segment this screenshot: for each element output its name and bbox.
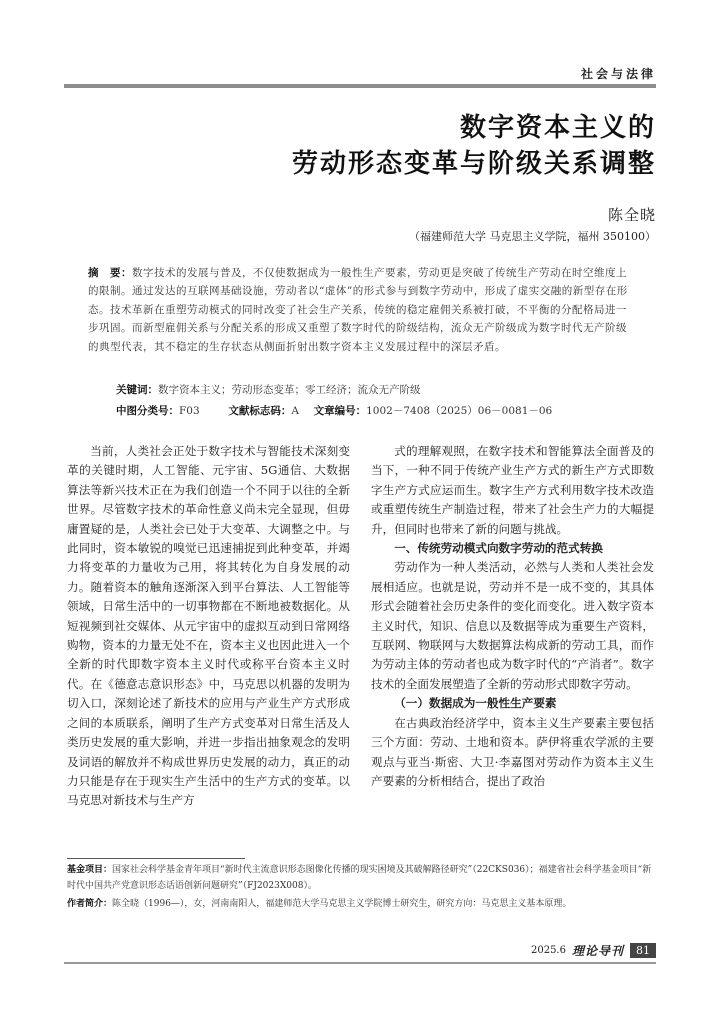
article-id-label: 文章编号： <box>313 405 367 417</box>
doc-code-label: 文献标志码： <box>228 405 292 417</box>
footer-rule <box>64 962 656 964</box>
body-paragraph: 劳动作为一种人类活动，必然与人类和人类社会发展相适应。也就是说，劳动并不是一成不变的，其具体形式会随着社会历史条件的变化而变化。进入数字资本主义时代，知识、信息以及数据等成为重要生产资料，互联网、物联网与大数据算法构成新的劳动工具，而作为劳动主体的劳动者也成为数字时代的“产消者”。数字技术的全面发展塑造了全新的劳动形式即数字劳动。 <box>371 560 654 691</box>
body-paragraph: 在古典政治经济学中，资本主义生产要素主要包括三个方面：劳动、土地和资本。萨伊将重农学派的主要观点与亚当·斯密、大卫·李嘉图对劳动作为资本主义生产要素的分析相结合，提出了政治 <box>371 715 654 788</box>
abstract-text: 数字技术的发展与普及，不仅使数据成为一般性生产要素，劳动更是突破了传统生产劳动在时空维度上的限制。通过发达的互联网基础设施，劳动者以“虚体”的形式参与到数字劳动中，形成了虚实交融的新型存在形态。技术革新在重塑劳动模式的同时改变了社会生产关系，传统的稳定雇佣关系被打破，不平衡的分配格局进一步巩固。而新型雇佣关系与分配关系的形成又重塑了数字时代的阶级结构，流众无产阶级成为数字时代无产阶级的典型代表，其不稳定的生存状态从侧面折射出数字资本主义发展过程中的深层矛盾。 <box>88 267 628 353</box>
fund-text: 国家社会科学基金青年项目“新时代主流意识形态图像化传播的现实困境及其破解路径研究”（22CKS036）；福建省社会科学基金项目“新时代中国共产党意识形态话语创新问题研究”（FJ2023X008）。 <box>67 865 652 891</box>
body-column-right <box>371 442 654 791</box>
footnote-rule <box>67 858 245 859</box>
body-paragraph: 当前，人类社会正处于数字技术与智能技术深刻变革的关键时期，人工智能、元宇宙、5G通信、大数据算法等新兴技术正在为我们创造一个不同于以往的全新世界。尽管数字技术的革命性意义尚未完全显现，但毋庸置疑的是，人类社会已处于大变革、大调整之中。与此同时，资本敏锐的嗅觉已迅速捕捉到此种变革，并竭力将变革的力量收为己用，将其转化为自身发展的动力。随着资本的触角逐渐深入到平台算法、人工智能等领域，日常生活中的一切事物都在不断地被数据化。从短视频到社交媒体、从元宇宙中的虚拟互动到日常网络购物，资本的力量无处不在，资本主义也因此进入一个全新的时代即数字资本主义时代或称平台资本主义时代。在《德意志意识形态》中，马克思以机器的发明为切入口，深刻论述了新技术的应用与产业生产方式形成之间的本质联系，阐明了生产方式变革对日常生活及人类历史发展的重大影响，并进一步指出抽象观念的发明及词语的解放并不构成世界历史发展的动力，真正的动力只能是存在于现实生产生活中的生产方式的变革。以马克思对新技术与生产方 <box>67 444 350 808</box>
author-bio-text: 陈全晓（1996—），女，河南南阳人，福建师范大学马克思主义学院博士研究生，研究方向：马克思主义基本原理。 <box>112 899 572 909</box>
classification-line <box>116 403 552 418</box>
body-column-left <box>67 442 350 811</box>
abstract <box>88 264 632 356</box>
article-id-value: 1002－7408（2025）06－0081－06 <box>366 405 553 417</box>
title-line-2: 劳动形态变革与阶级关系调整 <box>291 149 656 179</box>
page-number: 81 <box>630 943 656 958</box>
author-name: 陈全晓 <box>607 206 656 224</box>
footnote-author <box>67 896 656 912</box>
clc-value: F03 <box>179 405 200 417</box>
article-title <box>292 110 656 182</box>
title-line-1: 数字资本主义的 <box>459 113 656 143</box>
keywords-text: 数字资本主义；劳动形态变革；零工经济；流众无产阶级 <box>158 384 421 396</box>
doc-code-value: A <box>291 405 299 417</box>
author-affiliation: （福建师范大学 马克思主义学院，福州 350100） <box>409 230 656 243</box>
keywords <box>116 382 421 397</box>
body-paragraph: 式的理解观照，在数字技术和智能算法全面普及的当下，一种不同于传统产业生产方式的新生产方式即数字生产方式应运而生。数字生产方式利用数字技术改造或重塑传统生产制造过程，带来了社会生产力的大幅提升，但同时也带来了新的问题与挑战。 <box>371 444 654 536</box>
section-tag: 社会与法律 <box>580 67 656 81</box>
keywords-label: 关键词： <box>116 384 158 396</box>
footnote-fund <box>67 862 656 894</box>
page-info <box>531 942 656 959</box>
issue-number: 2025.6 <box>530 945 566 956</box>
subsection-heading: （一）数据成为一般性生产要素 <box>394 696 557 711</box>
fund-label: 基金项目： <box>67 865 113 875</box>
journal-name: 理论导刊 <box>571 944 624 958</box>
author-bio-label: 作者简介： <box>67 899 113 909</box>
clc-label: 中图分类号： <box>116 405 179 417</box>
abstract-label: 摘 要： <box>88 267 132 279</box>
header-rule <box>64 84 656 88</box>
section-heading: 一、传统劳动模式向数字劳动的范式转换 <box>394 541 603 556</box>
